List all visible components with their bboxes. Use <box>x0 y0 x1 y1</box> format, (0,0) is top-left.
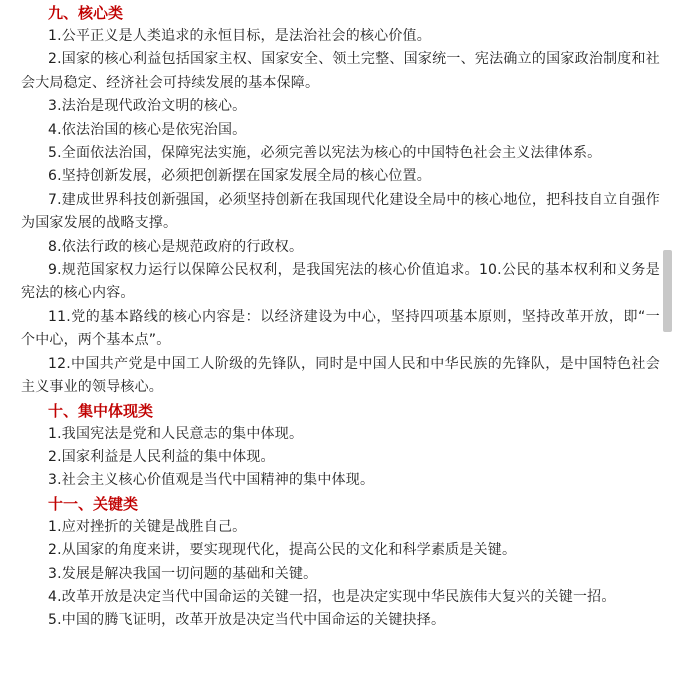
list-item: 1.公平正义是人类追求的永恒目标，是法治社会的核心价值。 <box>48 28 431 44</box>
list-item: 6.坚持创新发展，必须把创新摆在国家发展全局的核心位置。 <box>48 168 431 185</box>
list-item: 8.依法行政的核心是规范政府的行政权。 <box>48 238 304 255</box>
list-item: 11.党的基本路线的核心内容是：以经济建设为中心，坚持四项基本原则，坚持改革开放，即“一个中心，两个基本点”。 <box>21 308 660 349</box>
section-key <box>21 493 660 633</box>
section-heading: 九、核心类 <box>48 4 124 22</box>
list-item: 2.国家利益是人民利益的集中体现。 <box>48 448 275 465</box>
list-item: 9.规范国家权力运行以保障公民权利，是我国宪法的核心价值追求。10.公民的基本权利和义务是宪法的核心内容。 <box>21 262 660 302</box>
section-core <box>21 2 660 400</box>
list-item: 1.我国宪法是党和人民意志的集中体现。 <box>48 425 304 442</box>
list-item: 4.依法治国的核心是依宪治国。 <box>48 121 247 138</box>
list-item: 3.社会主义核心价值观是当代中国精神的集中体现。 <box>48 472 375 489</box>
list-item: 5.中国的腾飞证明，改革开放是决定当代中国命运的关键抉择。 <box>48 612 446 629</box>
list-item: 3.法治是现代政治文明的核心。 <box>48 98 247 115</box>
list-item: 4.改革开放是决定当代中国命运的关键一招，也是决定实现中华民族伟大复兴的关键一招。 <box>48 588 616 605</box>
list-item: 1.应对挫折的关键是战胜自己。 <box>48 518 247 535</box>
scrollbar-thumb[interactable] <box>663 250 672 332</box>
vertical-scrollbar[interactable] <box>661 0 673 685</box>
list-item: 12.中国共产党是中国工人阶级的先锋队，同时是中国人民和中华民族的先锋队，是中国特色社会主义事业的领导核心。 <box>21 355 660 396</box>
section-heading: 十、集中体现类 <box>48 401 154 420</box>
list-item: 2.国家的核心利益包括国家主权、国家安全、领土完整、国家统一、宪法确立的国家政治制度和社会大局稳定、经济社会可持续发展的基本保障。 <box>21 51 660 91</box>
list-item: 2.从国家的角度来讲，要实现现代化，提高公民的文化和科学素质是关键。 <box>48 542 517 559</box>
list-item: 5.全面依法治国，保障宪法实施，必须完善以宪法为核心的中国特色社会主义法律体系。 <box>48 145 602 162</box>
list-item: 3.发展是解决我国一切问题的基础和关键。 <box>48 565 318 582</box>
section-concentrated-embodiment <box>21 400 660 493</box>
list-item: 7.建成世界科技创新强国，必须坚持创新在我国现代化建设全局中的核心地位，把科技自立自强作为国家发展的战略支撑。 <box>21 191 660 232</box>
section-heading: 十一、关键类 <box>48 494 139 513</box>
